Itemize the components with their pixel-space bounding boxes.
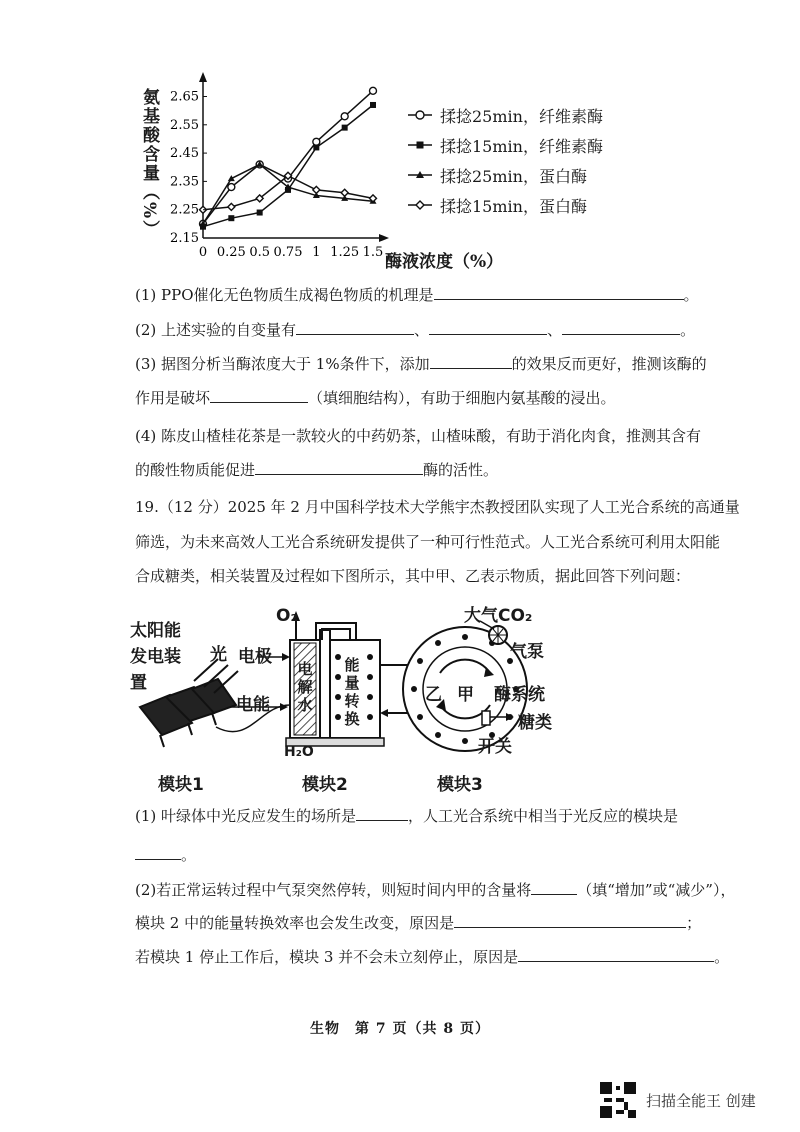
q19-stem-line3: 合成糖类，相关装置及过程如下图所示，其中甲、乙表示物质，据此回答下列问题：	[135, 567, 691, 585]
answer-blank[interactable]	[356, 806, 408, 821]
co2-label: 大气CO₂	[464, 606, 533, 626]
q19-2a-text: (2)若正常运转过程中气泵突然停转，则短时间内甲的含量将	[135, 881, 532, 899]
data-point	[417, 142, 424, 149]
q18-3b-text: 的效果反而更好，推测该酶的	[511, 355, 707, 373]
data-point	[416, 201, 424, 209]
legend-marker-icon	[408, 109, 432, 121]
solar-panel-icon	[140, 679, 236, 747]
q18-1-end: 。	[683, 286, 699, 304]
legend-item	[408, 190, 603, 220]
legend-marker-icon	[408, 169, 432, 181]
y-tick-label: 2.25	[170, 202, 199, 218]
data-point	[370, 102, 376, 108]
answer-blank[interactable]	[454, 913, 686, 928]
pump-label: 气泵	[510, 642, 544, 662]
switch-label: 开关	[478, 737, 512, 757]
answer-blank[interactable]	[210, 388, 308, 403]
data-point	[228, 203, 235, 210]
x-tick-label: 0.25	[216, 245, 246, 260]
y-axis-arrow	[199, 72, 207, 82]
q19-part1-line2	[135, 845, 196, 865]
data-point	[416, 111, 424, 119]
electricity-label: 电能	[236, 695, 270, 715]
data-point	[257, 210, 263, 216]
legend-marker-icon	[408, 139, 432, 151]
legend-item	[408, 160, 603, 190]
series-path	[203, 91, 373, 224]
q18-part1	[135, 285, 699, 305]
legend-label: 揉捻15min，纤维素酶	[440, 136, 603, 156]
q18-4a-text: (4) 陈皮山楂桂花茶是一款较火的中药奶茶，山楂味酸，有助于消化肉食，推测其含有	[135, 427, 702, 445]
legend-item	[408, 100, 603, 130]
q19-2c-text: 模块 2 中的能量转换效率也会发生改变，原因是	[135, 914, 455, 932]
chart-x-axis-label: 酶液浓度（%）	[385, 252, 504, 272]
yi-label: 乙	[425, 685, 442, 705]
q18-3a-text: (3) 据图分析当酶浓度大于 1%条件下，添加	[135, 355, 430, 373]
q18-1-text: (1) PPO催化无色物质生成褐色物质的机理是	[135, 286, 434, 304]
series-line	[200, 102, 376, 230]
separator: 、	[547, 321, 563, 339]
q19-2e-text: 若模块 1 停止工作后，模块 3 并不会未立刻停止，原因是	[135, 948, 519, 966]
legend-marker-icon	[408, 199, 432, 211]
q19-1a-text: (1) 叶绿体中光反应发生的场所是	[135, 807, 357, 825]
q18-3c-text: 作用是破坏	[135, 389, 211, 407]
q18-part3-line2	[135, 388, 616, 408]
module3-label: 模块3	[437, 775, 483, 795]
x-tick-label: 0.75	[273, 245, 303, 260]
x-tick-label: 1	[312, 245, 321, 260]
answer-blank[interactable]	[430, 354, 512, 369]
solar-label-line1: 太阳能	[130, 621, 181, 641]
solar-label-line2: 发电装	[130, 647, 181, 667]
qr-code-icon	[600, 1082, 636, 1118]
enzyme-system-label: 酶系统	[494, 685, 545, 705]
y-tick-label: 2.65	[170, 89, 199, 105]
data-point	[341, 189, 348, 196]
q19-2b-text: （填“增加”或“减少”），	[577, 881, 736, 899]
y-tick-label: 2.55	[170, 117, 199, 133]
light-label: 光	[210, 645, 227, 665]
answer-blank[interactable]	[255, 460, 423, 475]
q18-part3-line1	[135, 354, 707, 374]
legend-label: 揉捻25min，蛋白酶	[440, 166, 587, 186]
answer-blank[interactable]	[518, 947, 714, 962]
x-tick-label: 0	[198, 245, 208, 260]
answer-blank[interactable]	[531, 880, 577, 895]
h2o-label: H₂O	[284, 744, 314, 760]
y-tick-label: 2.35	[170, 174, 199, 190]
q19-1c-text: 。	[181, 846, 197, 864]
data-point	[313, 186, 320, 193]
data-point	[342, 125, 348, 131]
q19-part2-line2	[135, 913, 701, 933]
answer-blank[interactable]	[429, 320, 547, 335]
q19-1b-text: ，人工光合系统中相当于光反应的模块是	[408, 807, 679, 825]
answer-blank[interactable]	[562, 320, 680, 335]
data-point	[228, 215, 234, 221]
x-tick-label: 1.25	[330, 245, 360, 260]
x-tick-label: 1.5	[362, 245, 384, 260]
module1-label: 模块1	[158, 775, 204, 795]
scanner-watermark: 扫描全能王 创建	[646, 1092, 756, 1110]
answer-blank[interactable]	[434, 285, 684, 300]
o2-label: O₂	[276, 606, 298, 626]
q18-part4-line2	[135, 460, 498, 480]
q18-3d-text: （填细胞结构），有助于细胞内氨基酸的浸出。	[308, 389, 616, 407]
module2-label: 模块2	[302, 775, 348, 795]
y-tick-label: 2.15	[170, 231, 199, 246]
q18-4b-text: 的酸性物质能促进	[135, 461, 256, 479]
q19-2f-text: 。	[714, 948, 730, 966]
sugar-label: 糖类	[518, 713, 552, 733]
energy-conversion-label: 能量转换	[344, 656, 360, 728]
q18-2-end: 。	[680, 321, 696, 339]
data-point	[341, 113, 348, 120]
legend-item	[408, 130, 603, 160]
x-tick-label: 0.5	[249, 245, 271, 260]
q19-2d-text: ；	[686, 914, 702, 932]
q18-4c-text: 酶的活性。	[423, 461, 499, 479]
q19-part2-line3	[135, 947, 729, 967]
solar-label-line3: 置	[130, 673, 147, 693]
page-footer: 生物 第 7 页（共 8 页）	[310, 1021, 490, 1037]
legend-label: 揉捻15min，蛋白酶	[440, 196, 587, 216]
data-point	[313, 138, 320, 145]
q19-part1	[135, 806, 678, 826]
amino-acid-line-chart	[150, 70, 410, 270]
jia-label: 甲	[457, 685, 474, 705]
separator: 、	[414, 321, 430, 339]
x-axis-arrow	[379, 234, 389, 242]
q18-part2	[135, 320, 695, 340]
q19-part2-line1	[135, 880, 735, 900]
data-point	[370, 87, 377, 94]
data-point	[228, 184, 235, 191]
series-line	[200, 87, 377, 227]
y-label-text: 氨基酸含量（%）	[139, 88, 159, 240]
switch-icon	[482, 711, 490, 725]
q18-2-text: (2) 上述实验的自变量有	[135, 321, 297, 339]
q19-stem-line1: 19.（12 分）2025 年 2 月中国科学技术大学熊宇杰教授团队实现了人工光合系统的高通量	[135, 498, 740, 516]
answer-blank[interactable]	[135, 845, 181, 860]
chart-legend	[408, 100, 603, 220]
q18-part4-line1	[135, 426, 701, 446]
electrode-label: 电极	[238, 647, 272, 667]
q19-stem-line2: 筛选，为未来高效人工光合系统研发提供了一种可行性范式。人工光合系统可利用太阳能	[135, 533, 721, 551]
electrolysis-label: 电解水	[297, 660, 313, 714]
legend-label: 揉捻25min，纤维素酶	[440, 106, 603, 126]
y-tick-label: 2.45	[170, 146, 199, 162]
answer-blank[interactable]	[296, 320, 414, 335]
data-point	[313, 144, 319, 150]
